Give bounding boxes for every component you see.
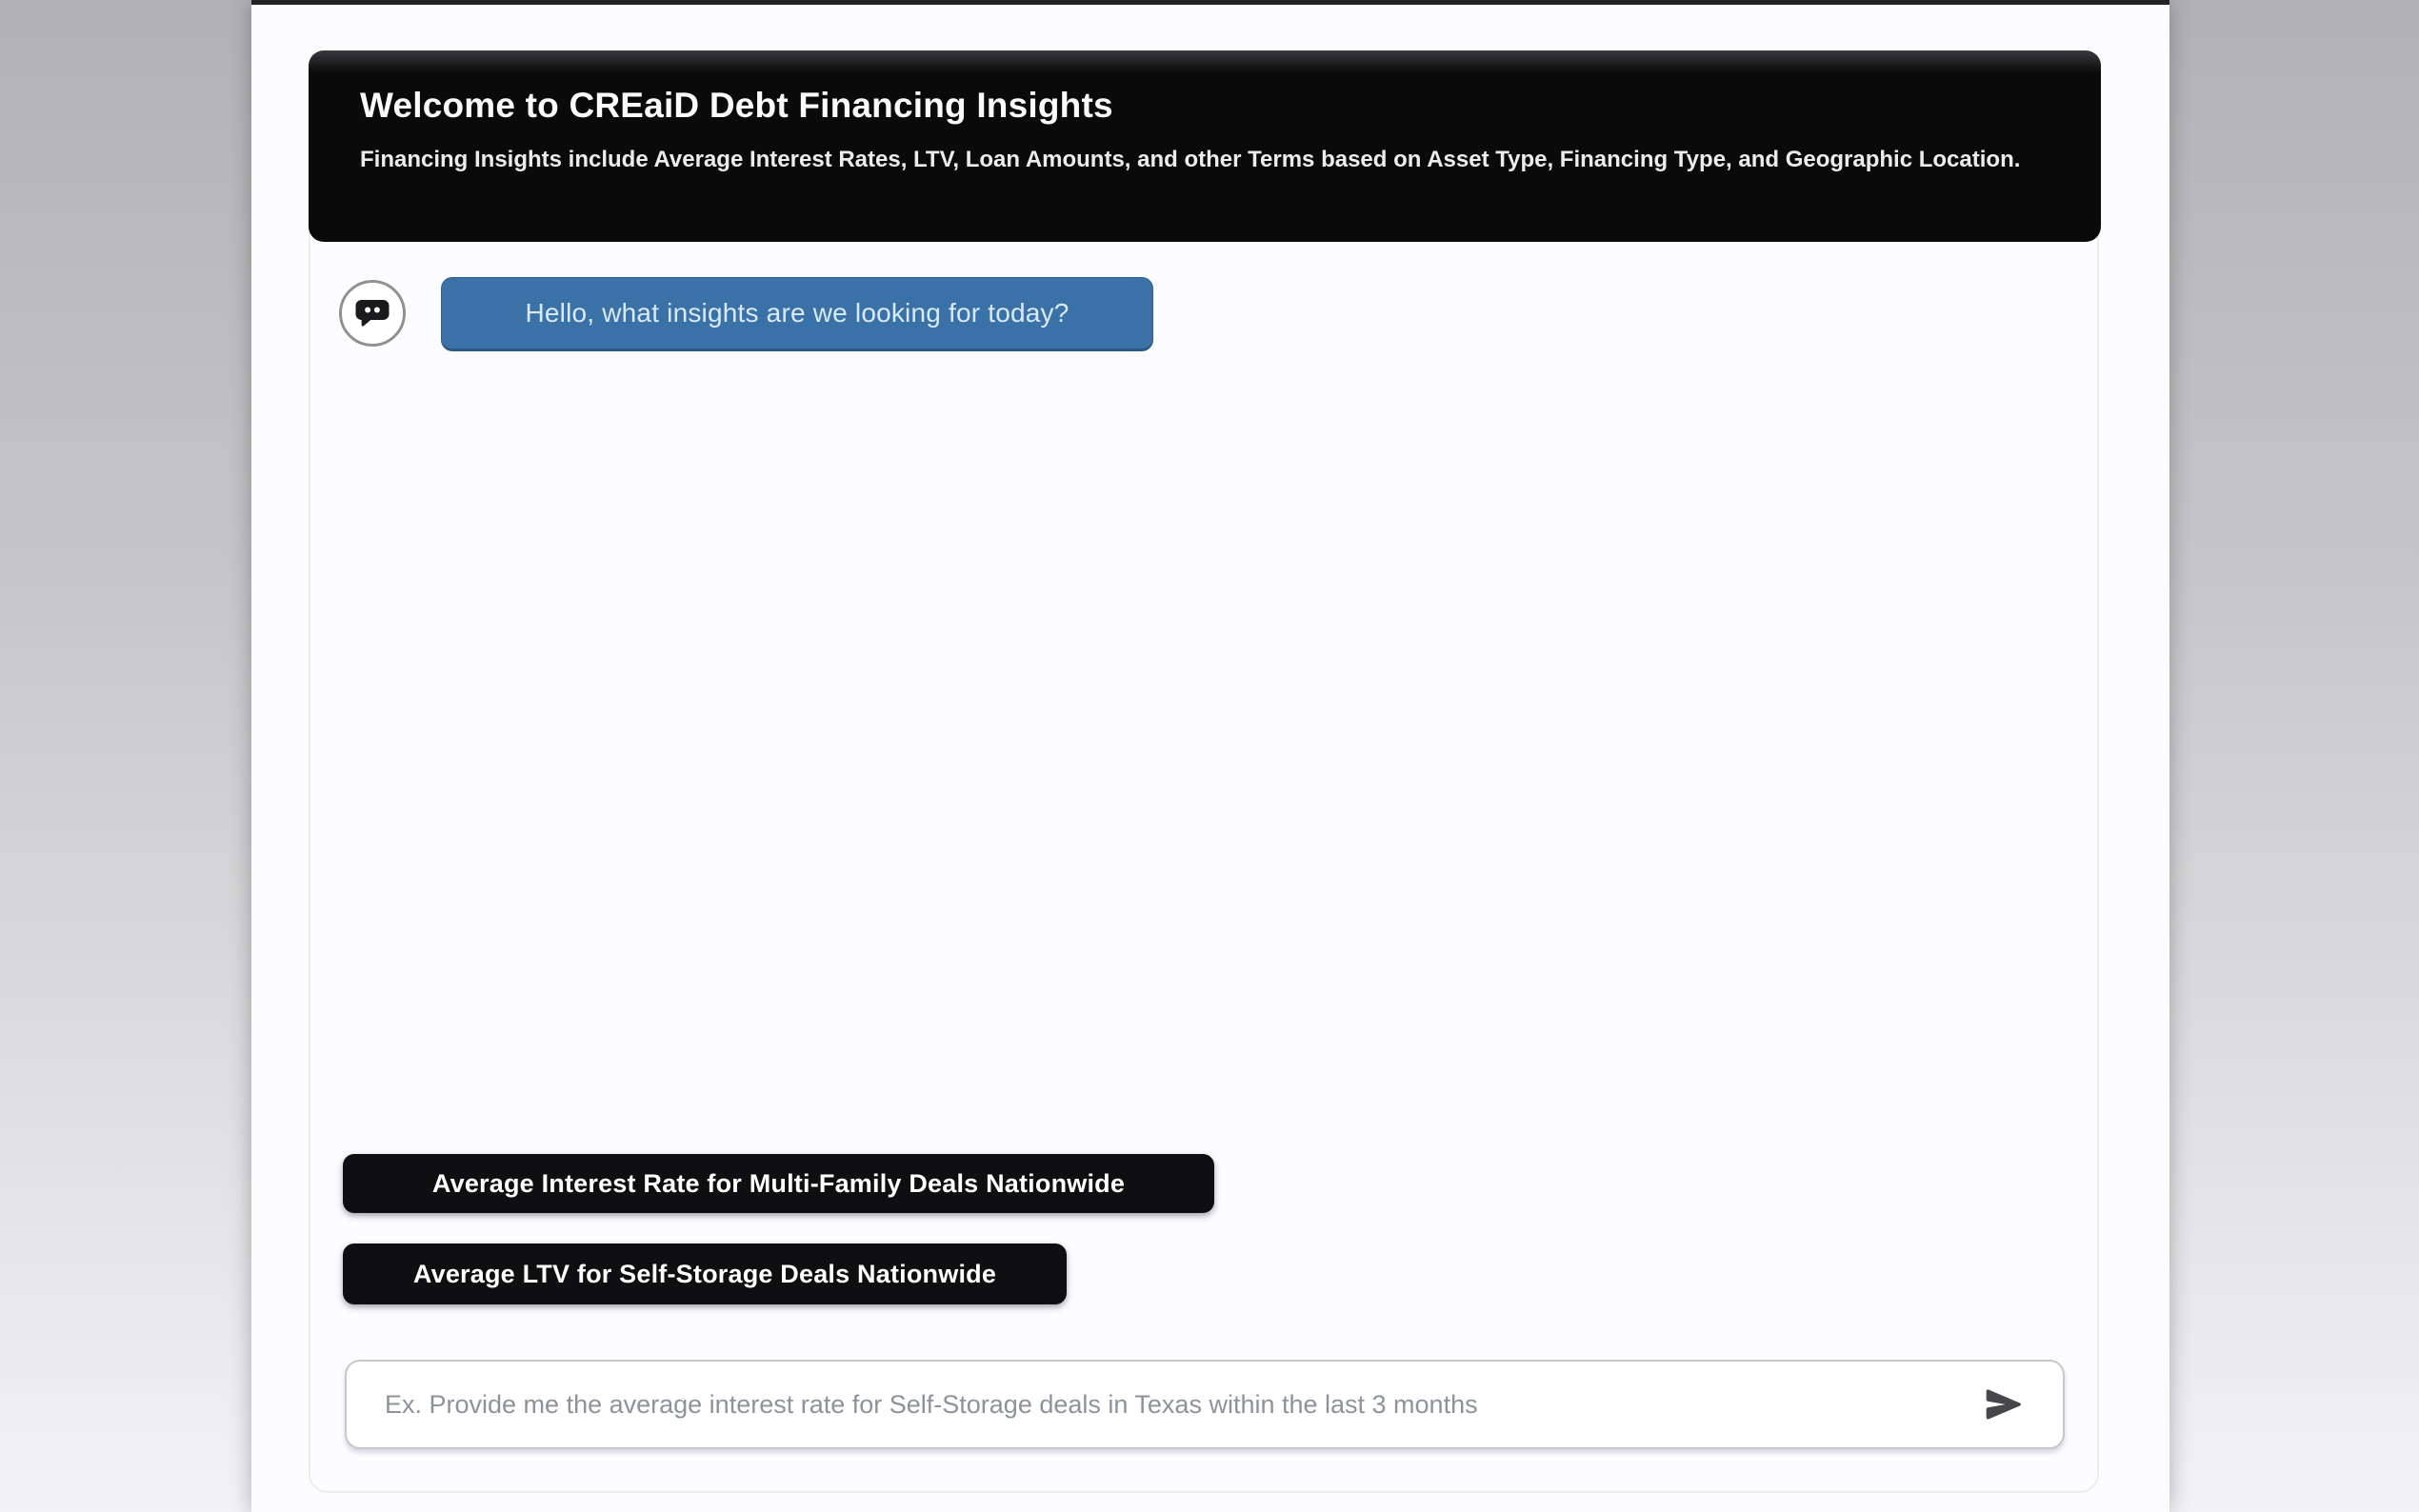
assistant-message-bubble: Hello, what insights are we looking for today? [441, 277, 1153, 351]
header-title: Welcome to CREaiD Debt Financing Insights [360, 86, 1113, 125]
welcome-header [309, 50, 2101, 242]
assistant-message-row [339, 277, 1153, 351]
message-input[interactable] [347, 1362, 1958, 1447]
suggestion-pill-ltv[interactable]: Average LTV for Self-Storage Deals Nationwide [343, 1243, 1067, 1304]
assistant-avatar [339, 280, 406, 347]
send-button[interactable] [1958, 1362, 2049, 1447]
chat-bubble-icon [352, 293, 392, 333]
header-subtitle: Financing Insights include Average Interest Rates, LTV, Loan Amounts, and other Terms based on Asset Type, Financing Type, and Geographic Location. [360, 147, 2021, 172]
chat-panel [309, 50, 2099, 1493]
suggestion-pill-interest-rate[interactable]: Average Interest Rate for Multi-Family Deals Nationwide [343, 1154, 1214, 1213]
send-icon [1983, 1383, 2025, 1425]
composer [345, 1360, 2065, 1449]
window-top-border [251, 0, 2169, 5]
app-window [251, 0, 2169, 1512]
